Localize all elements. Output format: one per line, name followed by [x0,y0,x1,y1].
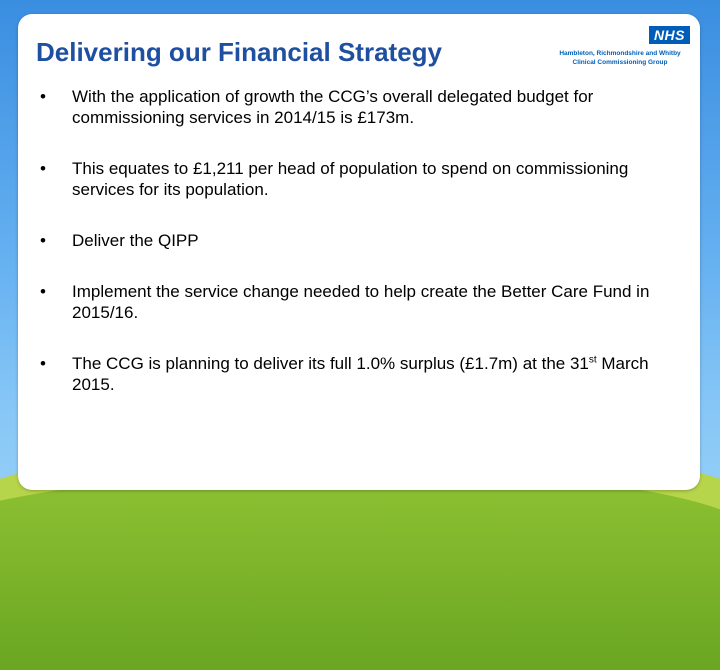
bullet-item [32,281,682,323]
bullet-item [32,353,682,395]
bullet-item [32,86,682,128]
org-name-line-1: Hambleton, Richmondshire and Whitby [559,50,681,57]
bullet-marker: • [40,159,46,178]
bullet-marker: • [40,282,46,301]
bullet-list [32,86,682,395]
bullet-text [72,354,649,394]
bullet-text: Implement the service change needed to help create the Better Care Fund in 2015/16. [72,282,650,322]
bullet-item [32,230,682,251]
bullet-text-start: The CCG is planning to deliver its full 1.0% surplus (£1.7m) at the 31 [72,354,589,373]
slide-title: Delivering our Financial Strategy [36,37,442,67]
bullet-marker: • [40,354,46,373]
nhs-badge: NHS [649,26,690,44]
bullet-text: This equates to £1,211 per head of population to spend on commissioning services for its population. [72,159,629,199]
ordinal-superscript: st [588,354,597,366]
nhs-logo [550,26,690,68]
bullet-text-end: March 2015. [72,354,649,394]
bullet-text: With the application of growth the CCG’s overall delegated budget for commissioning services in 2014/15 is £173m. [72,87,594,127]
org-name [550,50,690,68]
bullet-text: Deliver the QIPP [72,231,199,250]
org-name-line-2: Clinical Commissioning Group [572,58,668,66]
bullet-marker: • [40,87,46,106]
background-hill-front [0,470,720,670]
bullet-marker: • [40,231,46,250]
bullet-item [32,158,682,200]
